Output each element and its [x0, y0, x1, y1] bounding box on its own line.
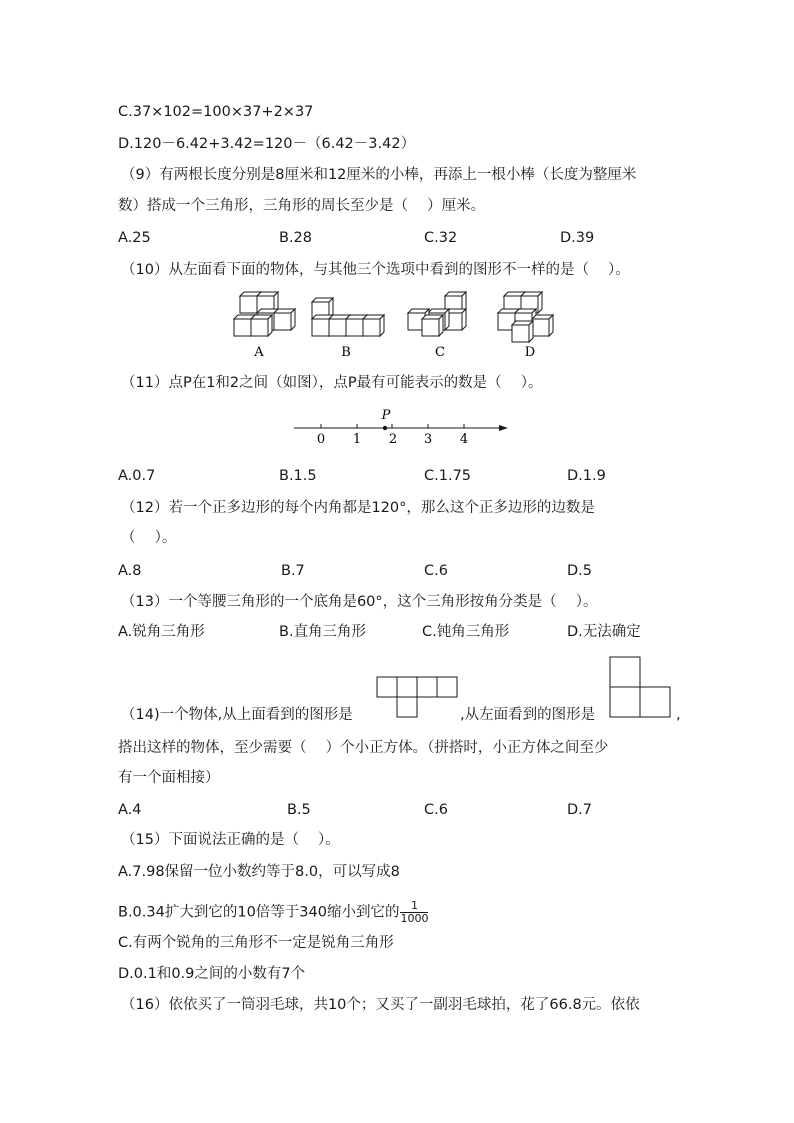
tick-label-1: 1: [352, 432, 362, 446]
question-14-line1-middle: ,从左面看到的图形是: [460, 707, 596, 723]
cube-figures: [226, 286, 566, 362]
option-a: A.4: [118, 802, 142, 818]
option-d: D.0.1和0.9之间的小数有7个: [118, 966, 306, 982]
option-c: C.32: [424, 230, 458, 246]
number-line: [288, 406, 514, 446]
option-b: B.直角三角形: [279, 624, 367, 640]
point-p-dot: [383, 426, 387, 430]
top-view-figure: [376, 676, 460, 720]
fraction: [400, 900, 428, 925]
option-b: B.7: [281, 563, 305, 579]
cube-figure-d: [498, 292, 553, 342]
question-15: （15）下面说法正确的是（ ）。: [121, 832, 340, 848]
option-d: D.5: [567, 563, 592, 579]
tick-label-4: 4: [459, 432, 469, 446]
option-a: A.7.98保留一位小数约等于8.0，可以写成8: [118, 864, 400, 880]
text-line: C.37×102=100×37+2×37: [118, 104, 314, 120]
question-12-line1: （12）若一个正多边形的每个内角都是120°，那么这个正多边形的边数是: [121, 500, 595, 516]
fraction-denominator: 1000: [400, 912, 429, 925]
text-line: D.120－6.42+3.42=120－（6.42－3.42）: [118, 136, 416, 152]
option-b: B.1.5: [279, 468, 317, 484]
cube-label-c: C: [435, 345, 445, 360]
point-p-label: P: [381, 408, 391, 423]
tick-label-3: 3: [423, 432, 433, 446]
cube-label-d: D: [524, 345, 536, 360]
left-view-figure: [609, 656, 673, 720]
question-14-line3: 有一个面相接）: [118, 770, 220, 786]
option-b: [118, 900, 428, 925]
cube-figure-b: [312, 298, 384, 336]
option-d: D.无法确定: [567, 624, 641, 640]
question-14-line1-start: （14)一个物体,从上面看到的图形是: [121, 707, 353, 723]
option-a: A.8: [118, 563, 142, 579]
cube-label-b: B: [341, 345, 351, 360]
tick-label-2: 2: [388, 432, 398, 446]
question-9-line1: （9）有两根长度分别是8厘米和12厘米的小棒，再添上一根小棒（长度为整厘米: [121, 167, 637, 183]
option-c: C.6: [424, 563, 448, 579]
question-16: （16）依依买了一筒羽毛球，共10个；又买了一副羽毛球拍，花了66.8元。依依: [121, 997, 640, 1013]
option-a: A.锐角三角形: [118, 624, 205, 640]
option-d: D.7: [567, 802, 592, 818]
option-a: A.0.7: [118, 468, 156, 484]
question-12-line2: （ ）。: [121, 530, 177, 546]
cube-figure-a: [234, 292, 295, 336]
fraction-numerator: 1: [400, 900, 428, 913]
option-c: C.钝角三角形: [422, 624, 510, 640]
option-a: A.25: [118, 230, 151, 246]
cube-label-a: A: [254, 345, 264, 360]
question-14-line2: 搭出这样的物体，至少需要（ ）个小正方体。（拼搭时，小正方体之间至少: [118, 740, 609, 756]
option-d: D.39: [560, 230, 595, 246]
option-c: C.6: [424, 802, 448, 818]
option-c: C.有两个锐角的三角形不一定是锐角三角形: [118, 935, 394, 951]
question-11: （11）点P在1和2之间（如图），点P最有可能表示的数是（ ）。: [121, 375, 543, 391]
cube-figure-c: [408, 292, 466, 336]
question-13: （13）一个等腰三角形的一个底角是60°，这个三角形按角分类是（ ）。: [121, 594, 598, 610]
question-10: （10）从左面看下面的物体，与其他三个选项中看到的图形不一样的是（ ）。: [121, 262, 630, 278]
question-9-line2: 数）搭成一个三角形，三角形的周长至少是（ ）厘米。: [118, 198, 486, 214]
option-b: B.5: [287, 802, 311, 818]
tick-label-0: 0: [316, 432, 326, 446]
option-b: B.28: [279, 230, 313, 246]
option-b-text: B.0.34扩大到它的10倍等于340缩小到它的: [118, 904, 400, 921]
option-c: C.1.75: [424, 468, 472, 484]
question-14-line1-end: ,: [676, 707, 681, 723]
option-d: D.1.9: [567, 468, 606, 484]
